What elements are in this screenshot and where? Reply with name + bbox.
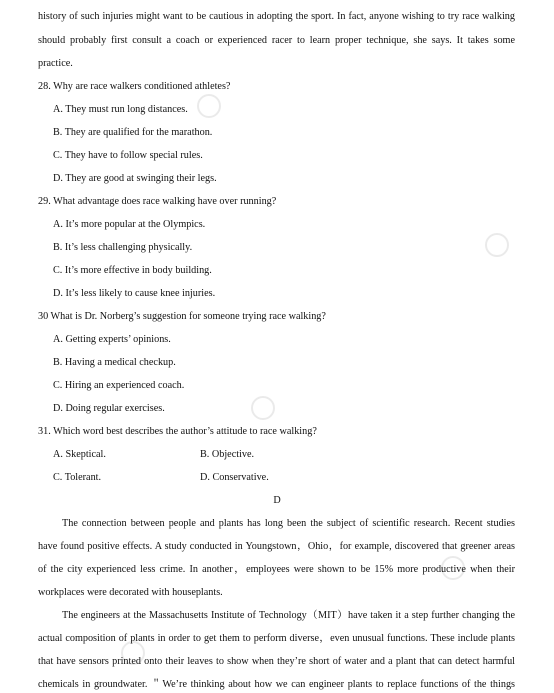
option-28-d: D. They are good at swinging their legs.	[53, 173, 217, 184]
watermark-logo-icon	[484, 232, 510, 258]
option-28-a: A. They must run long distances.	[53, 104, 188, 115]
option-30-a: A. Getting experts’ opinions.	[53, 334, 171, 345]
option-31-a: A. Skeptical.	[53, 449, 106, 460]
watermark-logo-icon	[196, 93, 222, 119]
option-30-c: C. Hiring an experienced coach.	[53, 380, 185, 391]
option-31-c: C. Tolerant.	[53, 472, 102, 483]
option-29-b: B. It’s less challenging physically.	[53, 242, 193, 253]
question-28: 28. Why are race walkers conditioned athletes?	[38, 81, 231, 92]
option-29-c: C. It’s more effective in body building.	[53, 265, 212, 276]
section-heading: D	[273, 495, 281, 506]
question-30: 30 What is Dr. Norberg’s suggestion for someone trying race walking?	[38, 311, 326, 322]
option-28-b: B. They are qualified for the marathon.	[53, 127, 213, 138]
watermark-logo-icon	[250, 395, 276, 421]
question-31: 31. Which word best describes the author’s attitude to race walking?	[38, 426, 317, 437]
paragraph-line: of the city experienced less crime. In another，employees were shown to be 15% more productive when their	[38, 564, 515, 575]
option-29-d: D. It’s less likely to cause knee injuries.	[53, 288, 216, 299]
paragraph-line: The connection between people and plants has long been the subject of scientific research. Recent studies	[62, 518, 515, 529]
question-29: 29. What advantage does race walking have over running?	[38, 196, 277, 207]
option-29-a: A. It’s more popular at the Olympics.	[53, 219, 206, 230]
option-31-d: D. Conservative.	[200, 472, 269, 483]
option-30-b: B. Having a medical checkup.	[53, 357, 176, 368]
paragraph-line: workplaces were decorated with houseplants.	[38, 587, 223, 598]
intro-line: history of such injuries might want to be cautious in adopting the sport. In fact, anyone wishing to try race walking	[38, 11, 515, 22]
paragraph-line: that have sensors printed onto their leaves to show when they’re short of water and a plant that can detect harmful	[38, 656, 515, 667]
paragraph-line: The engineers at the Massachusetts Institute of Technology（MIT）have taken it a step further changing the	[62, 610, 515, 621]
paragraph-line: actual composition of plants in order to get them to perform diverse，even unusual functions. These include plants	[38, 633, 515, 644]
option-30-d: D. Doing regular exercises.	[53, 403, 165, 414]
option-31-b: B. Objective.	[200, 449, 255, 460]
intro-line: practice.	[38, 58, 73, 69]
paragraph-line: have found positive effects. A study conducted in Youngstown，Ohio，for example, discovered that greener areas	[38, 541, 515, 552]
paragraph-line: chemicals in groundwater. ＂We’re thinking about how we can engineer plants to replace functions of the things	[38, 679, 515, 690]
option-28-c: C. They have to follow special rules.	[53, 150, 203, 161]
intro-line: should probably first consult a coach or experienced racer to learn proper technique, she says. It takes some	[38, 35, 515, 46]
